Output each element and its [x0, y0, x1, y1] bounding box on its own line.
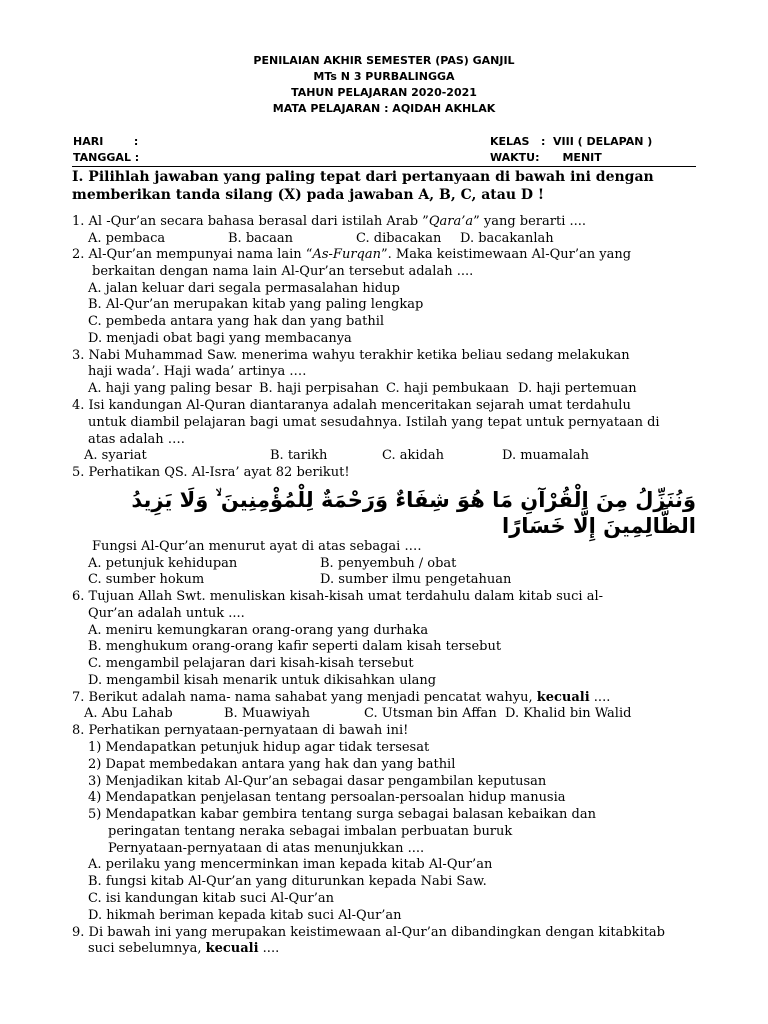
question-9-line2: [88, 941, 279, 957]
header-divider: [72, 166, 696, 167]
class-field: KELAS : VIII ( DELAPAN ): [490, 135, 653, 148]
question-1-term: Qara’a: [428, 214, 474, 229]
q7-option-d: D. Khalid bin Walid: [505, 706, 632, 721]
question-7-text: 7. Berikut adalah nama- nama sahabat yang menjadi pencatat wahyu,: [72, 690, 537, 705]
q2-option-c: C. pembeda antara yang hak dan yang bathil: [88, 314, 385, 329]
q5-option-c: C. sumber hokum: [88, 572, 205, 587]
q8-statement-3: 3) Menjadikan kitab Al-Qur’an sebagai dasar pengambilan keputusan: [88, 774, 547, 789]
q8-statement-5: 5) Mendapatkan kabar gembira tentang surga sebagai balasan kebaikan dan: [88, 807, 596, 822]
q3-option-d: D. haji pertemuan: [518, 381, 637, 396]
question-7-keyword: kecuali: [536, 690, 590, 705]
q6-option-a: A. meniru kemungkaran orang-orang yang durhaka: [88, 623, 429, 638]
q6-option-c: C. mengambil pelajaran dari kisah-kisah tersebut: [88, 656, 414, 671]
q4-option-c: C. akidah: [382, 448, 444, 463]
question-9: 9. Di bawah ini yang merupakan keistimewaan al-Qur’an dibandingkan dengan kitabkitab: [72, 925, 665, 940]
question-2-text: 2. Al-Qur’an mempunyai nama lain “: [72, 247, 313, 262]
q5-option-d: D. sumber ilmu pengetahuan: [320, 572, 512, 587]
q1-option-a: A. pembaca: [88, 231, 166, 246]
q4-option-a: A. syariat: [84, 448, 147, 463]
question-7: [72, 690, 610, 706]
q8-prompt: Pernyataan-pernyataan di atas menunjukkan ....: [108, 841, 425, 856]
question-1-text: 1. Al -Qur’an secara bahasa berasal dari istilah Arab ”: [72, 214, 429, 229]
question-7-end: ....: [589, 690, 611, 705]
day-field: HARI :: [73, 135, 139, 148]
q3-option-c: C. haji pembukaan: [386, 381, 509, 396]
q8-option-c: C. isi kandungan kitab suci Al-Qur’an: [88, 891, 335, 906]
q1-option-d: D. bacakanlah: [460, 231, 554, 246]
question-4: 4. Isi kandungan Al-Quran diantaranya adalah menceritakan sejarah umat terdahulu: [72, 398, 631, 413]
q4-option-b: B. tarikh: [270, 448, 328, 463]
q8-option-b: B. fungsi kitab Al-Qur’an yang diturunkan kepada Nabi Saw.: [88, 874, 487, 889]
quran-verse-line2: الظَّالِمِينَ إِلَّا خَسَارًا: [502, 514, 696, 538]
q5-option-a: A. petunjuk kehidupan: [88, 556, 238, 571]
section-instruction: I. Pilihlah jawaban yang paling tepat dari pertanyaan di bawah ini dengan memberikan tanda silang (X) pada jawaban A, B, C, atau D !: [72, 169, 654, 203]
q7-option-b: B. Muawiyah: [224, 706, 311, 721]
q6-option-b: B. menghukum orang-orang kafir seperti dalam kisah tersebut: [88, 639, 502, 654]
question-9-end: ....: [258, 941, 280, 956]
question-8: 8. Perhatikan pernyataan-pernyataan di bawah ini!: [72, 723, 409, 738]
question-2-term: As-Furqan: [312, 247, 381, 262]
question-5-prompt: Fungsi Al-Qur’an menurut ayat di atas sebagai .…: [92, 539, 422, 554]
q8-option-a: A. perilaku yang mencerminkan iman kepada kitab Al-Qur’an: [88, 857, 493, 872]
question-9-keyword: kecuali: [205, 941, 259, 956]
question-2-line2: berkaitan dengan nama lain Al-Qur’an tersebut adalah ....: [92, 264, 474, 279]
q8-statement-5-cont: peringatan tentang neraka sebagai imbalan perbuatan buruk: [108, 824, 513, 839]
q7-option-a: A. Abu Lahab: [84, 706, 173, 721]
question-4-line2: untuk diambil pelajaran bagi umat sesudahnya. Istilah yang tepat untuk pernyataan di: [88, 415, 660, 430]
question-6-line2: Qur’an adalah untuk ....: [88, 606, 245, 621]
quran-verse-line1: وَنُنَزِّلُ مِنَ الْقُرْآنِ مَا هُوَ شِفَاءٌ وَرَحْمَةٌ لِلْمُؤْمِنِينَ ۙ وَلَا يَزِيدُ: [131, 488, 696, 512]
question-2: [72, 247, 631, 263]
question-4-line3: atas adalah ….: [88, 432, 185, 447]
question-1-end: ” yang berarti ....: [473, 214, 587, 229]
exam-title: PENILAIAN AKHIR SEMESTER (PAS) GANJIL: [253, 54, 515, 67]
question-3-line2: haji wada’. Haji wada’ artinya .…: [88, 364, 307, 379]
academic-year: TAHUN PELAJARAN 2020-2021: [291, 86, 477, 99]
q5-option-b: B. penyembuh / obat: [320, 556, 457, 571]
question-6: 6. Tujuan Allah Swt. menuliskan kisah-kisah umat terdahulu dalam kitab suci al-: [72, 589, 604, 604]
question-1: [72, 214, 586, 230]
date-field: TANGGAL :: [73, 151, 140, 164]
q8-statement-4: 4) Mendapatkan penjelasan tentang persoalan-persoalan hidup manusia: [88, 790, 566, 805]
q4-option-d: D. muamalah: [502, 448, 590, 463]
q3-option-a: A. haji yang paling besar: [88, 381, 252, 396]
question-5: 5. Perhatikan QS. Al-Isra’ ayat 82 berikut!: [72, 465, 350, 480]
school-name: MTs N 3 PURBALINGGA: [313, 70, 455, 83]
question-2-end: ”. Maka keistimewaan Al-Qur’an yang: [380, 247, 632, 262]
time-field: WAKTU: MENIT: [490, 151, 602, 164]
subject-line: MATA PELAJARAN : AQIDAH AKHLAK: [272, 102, 496, 115]
q3-option-b: B. haji perpisahan: [259, 381, 379, 396]
q7-option-c: C. Utsman bin Affan: [364, 706, 497, 721]
q6-option-d: D. mengambil kisah menarik untuk dikisahkan ulang: [88, 673, 437, 688]
question-9-text: suci sebelumnya,: [88, 941, 206, 956]
q1-option-b: B. bacaan: [228, 231, 294, 246]
q8-statement-2: 2) Dapat membedakan antara yang hak dan yang bathil: [88, 757, 456, 772]
q8-statement-1: 1) Mendapatkan petunjuk hidup agar tidak tersesat: [88, 740, 430, 755]
q1-option-c: C. dibacakan: [356, 231, 442, 246]
question-3: 3. Nabi Muhammad Saw. menerima wahyu terakhir ketika beliau sedang melakukan: [72, 348, 630, 363]
q8-option-d: D. hikmah beriman kepada kitab suci Al-Qur’an: [88, 908, 402, 923]
q2-option-d: D. menjadi obat bagi yang membacanya: [88, 331, 352, 346]
q2-option-b: B. Al-Qur’an merupakan kitab yang paling lengkap: [88, 297, 424, 312]
q2-option-a: A. jalan keluar dari segala permasalahan hidup: [88, 281, 400, 296]
